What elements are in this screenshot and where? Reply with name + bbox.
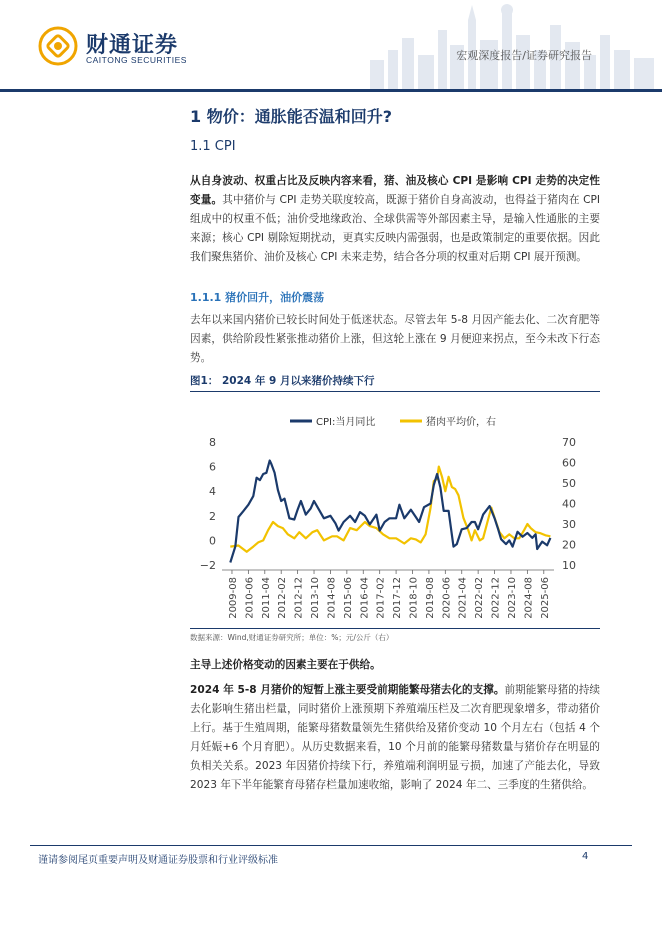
paragraph-pork-price: 去年以来国内猪价已较长时间处于低迷状态。尽管去年 5-8 月因产能去化、二次育肥等因素，供给阶段性紧张推动猪价上涨，但这轮上涨在 9 月便迎来拐点，至今未改下行态势。 [190,314,600,364]
x-tick-label: 2020-06 [441,577,453,619]
left-tick-label: 0 [209,534,216,548]
x-tick-label: 2016-04 [359,577,371,619]
figure-title: 图1： 2024 年 9 月以来猪价持续下行 [190,375,375,387]
x-tick-label: 2012-12 [293,577,305,619]
city-skyline-graphic [360,0,662,90]
x-tick-label: 2017-12 [392,577,404,619]
chart-legend [290,415,496,428]
paragraph-lead: 2024 年 5-8 月猪价的短暂上涨主要受前期能繁母猪去化的支撑。 [190,684,505,696]
cpi-pork-line-chart [190,394,600,626]
report-type-label: 宏观深度报告/证券研究报告 [456,49,592,62]
x-tick-label: 2010-06 [244,577,256,619]
figure-bottom-rule [190,628,600,629]
left-axis [200,436,216,572]
caitong-logo-icon [38,26,78,66]
x-axis [222,570,554,619]
paragraph-body: 前期能繁母猪的持续去化影响生猪出栏量，同时猪价上涨预期下养殖端压栏及二次育肥现象增多，带动猪价上行。基于生殖周期，能繁母猪数量领先生猪供给及猪价变动 10 个月左右（包括 4 个月妊娠+6 个月育肥）。从历史数据来看，10 个月前的能繁母猪数量与猪价存在明显的负相关关系。2023 年因猪价持续下行，养殖端利润明显亏损，加速了产能去化，导致 2023 年下半年能繁育母猪存栏量加速收缩，影响了 2024 年二、三季度的生猪供给。 [190,684,601,791]
left-tick-label: −2 [199,559,216,572]
paragraph-sow-inventory [190,681,600,795]
x-tick-label: 2014-08 [326,577,338,619]
right-tick-label: 60 [562,456,576,470]
right-tick-label: 40 [562,497,576,511]
left-tick-label: 4 [209,485,216,499]
x-tick-label: 2013-10 [310,577,322,619]
x-tick-label: 2011-04 [260,577,272,619]
logo-english-name: CAITONG SECURITIES [86,55,187,65]
paragraph-supply-lead: 主导上述价格变动的因素主要在于供给。 [190,659,381,671]
cpi-yoy-line [230,461,550,563]
right-tick-label: 20 [562,538,576,552]
legend-label-1: 猪肉平均价，右 [426,417,496,428]
subsubsection-heading: 1.1.1 猪价回升，油价震荡 [190,291,325,304]
left-tick-label: 2 [209,509,216,523]
x-tick-label: 2017-02 [375,577,387,619]
x-tick-label: 2018-10 [408,577,420,619]
x-tick-label: 2021-04 [457,577,469,619]
right-tick-label: 10 [562,559,576,572]
paragraph-body: 其中猪价与 CPI 走势关联度较高，既源于猪价自身高波动，也得益于猪肉在 CPI 组成中的权重不低；油价受地缘政治、全球供需等外部因素主导，是输入性通胀的主要来源；核心 CPI 剔除短期扰动，更真实反映内需强弱，也是政策制定的重要依据。因此我们聚焦猪价、油价及核心 CPI 未来走势，结合各分项的权重对后期 CPI 展开预测。 [190,194,601,263]
footer-divider [30,845,632,846]
x-tick-label: 2019-08 [424,577,436,619]
right-tick-label: 70 [562,436,576,449]
x-tick-label: 2022-12 [490,577,502,619]
figure-top-rule [190,391,600,392]
paragraph-lead: 从自身波动、权重占比及反映内容来看，猪、油及核心 CPI 是影响 CPI 走势的决定性变量。 [190,175,600,206]
footer-disclaimer: 谨请参阅尾页重要声明及财通证券股票和行业评级标准 [38,855,278,866]
left-tick-label: 8 [209,436,216,449]
figure-source: 数据来源：Wind,财通证券研究所；单位：%；元/公斤（右） [190,633,394,642]
x-tick-label: 2024-08 [523,577,535,619]
left-tick-label: 6 [209,460,216,474]
page-header [0,0,662,96]
subsection-heading: 1.1 CPI [190,139,236,154]
header-divider [0,89,662,92]
section-heading: 1 物价：通胀能否温和回升? [190,107,392,126]
x-tick-label: 2015-06 [342,577,354,619]
x-tick-label: 2012-02 [277,577,289,619]
logo-chinese-name: 财通证券 [86,33,179,58]
x-tick-label: 2022-02 [474,577,486,619]
right-tick-label: 30 [562,518,576,531]
x-tick-label: 2009-08 [227,577,239,619]
page-number: 4 [582,851,589,862]
plot-area [230,461,550,563]
paragraph-cpi-overview [190,172,600,267]
right-axis [562,436,576,572]
x-tick-label: 2023-10 [506,577,518,619]
right-tick-label: 50 [562,477,576,490]
x-tick-label: 2025-06 [539,577,551,619]
legend-label-0: CPI:当月同比 [316,417,376,428]
